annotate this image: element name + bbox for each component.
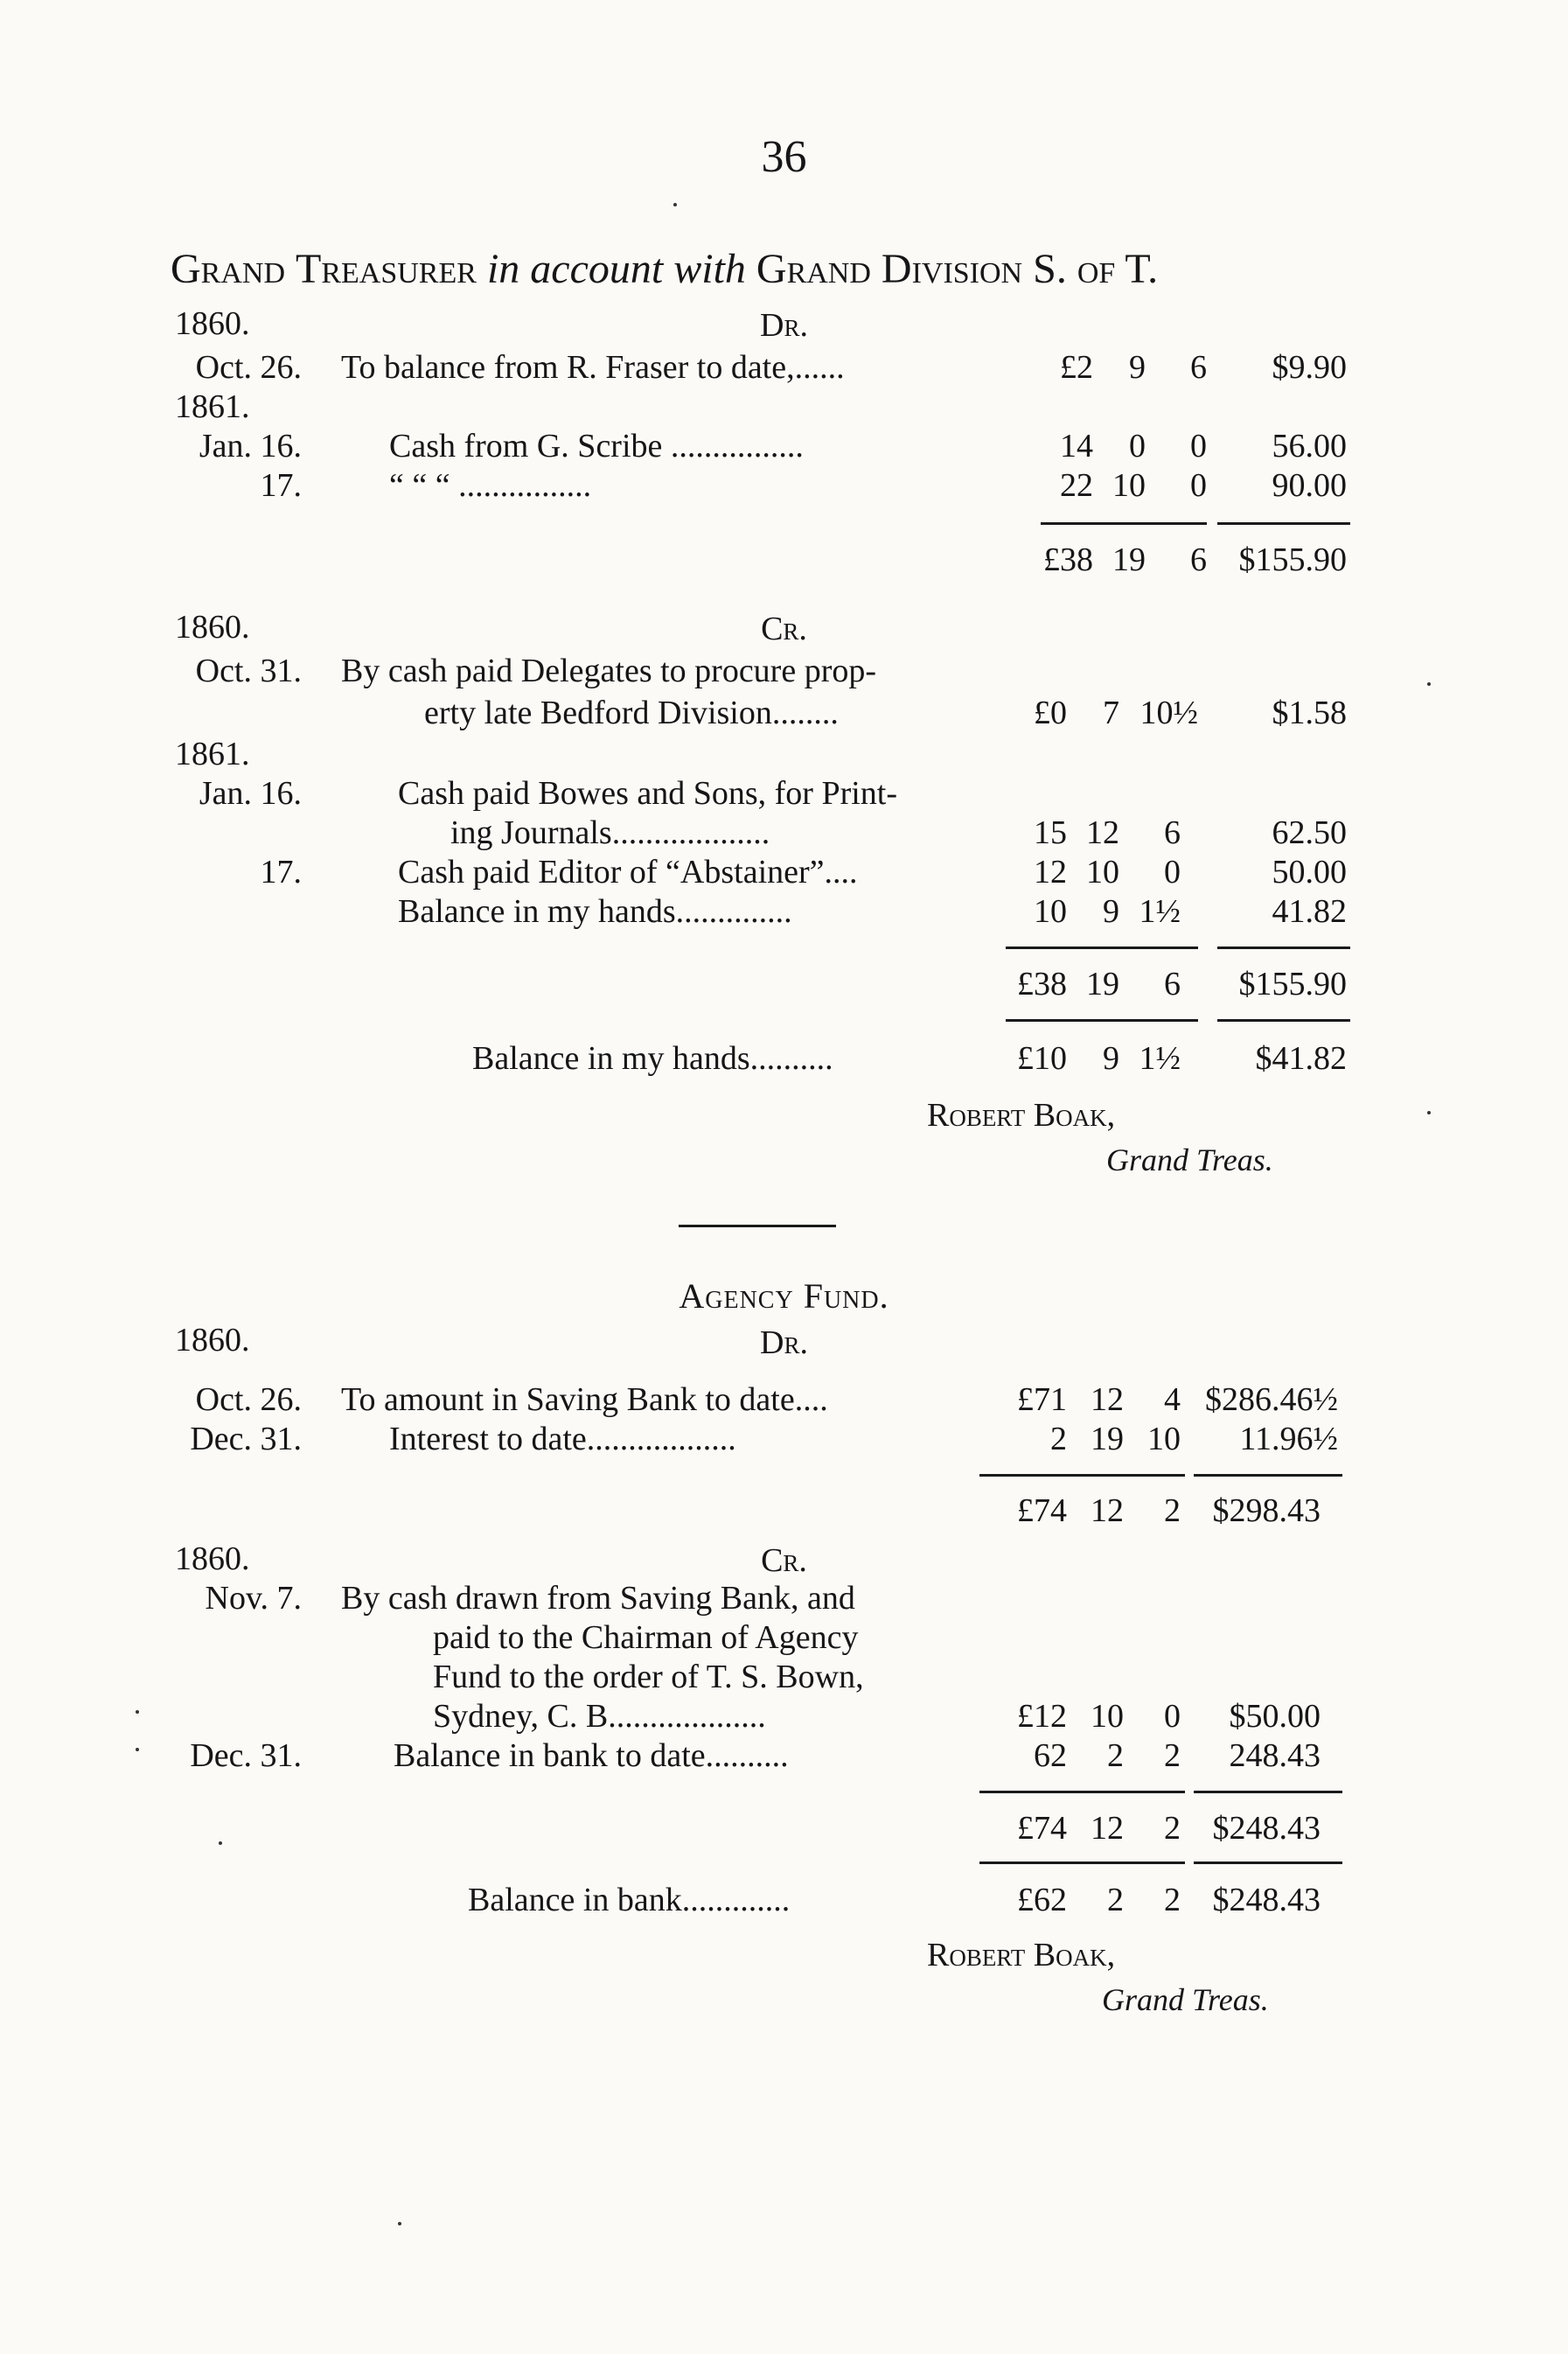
amount-dollars: 248.43 bbox=[1229, 1737, 1321, 1774]
heading-s-of-t: S. of T. bbox=[1033, 246, 1159, 292]
sum-rule bbox=[979, 1862, 1185, 1864]
total-pounds: £74 bbox=[1017, 1492, 1067, 1529]
entry-description-cont: Fund to the order of T. S. Bown, bbox=[433, 1659, 864, 1695]
amount-pounds: £12 bbox=[1017, 1698, 1067, 1735]
total-pounds: £38 bbox=[1043, 541, 1093, 578]
debit-label: Dr. bbox=[760, 307, 808, 344]
balance-pounds: £10 bbox=[1017, 1040, 1067, 1077]
signature-title: Grand Treas. bbox=[1106, 1142, 1273, 1177]
year-label: 1860. bbox=[175, 305, 250, 342]
amount-pounds: 62 bbox=[1034, 1737, 1067, 1774]
balance-dollars: $248.43 bbox=[1212, 1882, 1321, 1918]
total-dollars: $155.90 bbox=[1238, 541, 1347, 578]
heading-treasurer: Treasurer bbox=[296, 246, 477, 292]
year-label: 1860. bbox=[175, 1322, 250, 1359]
total-shillings: 12 bbox=[1091, 1492, 1124, 1529]
amount-dollars: $1.58 bbox=[1272, 695, 1347, 731]
year-label: 1860. bbox=[175, 1540, 250, 1577]
sum-rule bbox=[1217, 522, 1350, 525]
amount-dollars: $286.46½ bbox=[1205, 1381, 1338, 1418]
amount-dollars: $9.90 bbox=[1272, 349, 1347, 386]
sum-rule bbox=[1041, 522, 1207, 525]
amount-pence: 0 bbox=[1190, 428, 1207, 465]
year-label: 1861. bbox=[175, 736, 250, 772]
entry-date: Oct. 31. bbox=[195, 653, 302, 689]
sum-rule bbox=[1194, 1791, 1342, 1793]
total-pence: 6 bbox=[1190, 541, 1207, 578]
year-label: 1860. bbox=[175, 609, 250, 646]
amount-pence: 1½ bbox=[1139, 893, 1181, 930]
total-shillings: 19 bbox=[1112, 541, 1146, 578]
year-label: 1861. bbox=[175, 388, 250, 425]
amount-shillings: 9 bbox=[1129, 349, 1146, 386]
section-title: Agency Fund. bbox=[679, 1276, 889, 1316]
sum-rule bbox=[979, 1474, 1185, 1477]
print-speck bbox=[398, 2222, 401, 2225]
entry-description-cont: erty late Bedford Division........ bbox=[424, 695, 839, 731]
entry-description-cont: ing Journals................... bbox=[450, 814, 770, 851]
amount-dollars: 56.00 bbox=[1272, 428, 1347, 465]
signature-name: Robert Boak, bbox=[927, 1937, 1116, 1973]
sum-rule bbox=[1217, 1019, 1350, 1022]
entry-description: “ “ “ ................ bbox=[389, 467, 592, 504]
print-speck bbox=[673, 203, 677, 206]
total-shillings: 12 bbox=[1091, 1810, 1124, 1847]
amount-pounds: 12 bbox=[1034, 854, 1067, 891]
amount-shillings: 2 bbox=[1107, 1737, 1124, 1774]
amount-shillings: 19 bbox=[1091, 1421, 1124, 1457]
credit-label: Cr. bbox=[761, 1542, 807, 1579]
entry-description: By cash drawn from Saving Bank, and bbox=[341, 1580, 855, 1617]
amount-pounds: £2 bbox=[1060, 349, 1093, 386]
debit-label: Dr. bbox=[760, 1324, 808, 1361]
amount-shillings: 9 bbox=[1103, 893, 1119, 930]
entry-date: 17. bbox=[260, 467, 302, 504]
amount-pence: 2 bbox=[1164, 1737, 1181, 1774]
sum-rule bbox=[1194, 1474, 1342, 1477]
amount-dollars: 41.82 bbox=[1272, 893, 1347, 930]
amount-pence: 6 bbox=[1164, 814, 1181, 851]
amount-pounds: 15 bbox=[1034, 814, 1067, 851]
total-pence: 2 bbox=[1164, 1810, 1181, 1847]
entry-date: Nov. 7. bbox=[205, 1580, 302, 1617]
amount-pounds: 14 bbox=[1060, 428, 1093, 465]
entry-date: Dec. 31. bbox=[190, 1421, 302, 1457]
amount-pence: 4 bbox=[1164, 1381, 1181, 1418]
amount-dollars: 11.96½ bbox=[1239, 1421, 1338, 1457]
entry-date: Jan. 16. bbox=[199, 775, 302, 812]
amount-pounds: £71 bbox=[1017, 1381, 1067, 1418]
entry-description-cont: paid to the Chairman of Agency bbox=[433, 1619, 859, 1656]
amount-dollars: 50.00 bbox=[1272, 854, 1347, 891]
amount-pounds: 22 bbox=[1060, 467, 1093, 504]
amount-pounds: 2 bbox=[1050, 1421, 1067, 1457]
entry-description: To balance from R. Fraser to date,...... bbox=[341, 349, 845, 386]
amount-pence: 10 bbox=[1147, 1421, 1181, 1457]
total-pence: 6 bbox=[1164, 966, 1181, 1002]
amount-pounds: £0 bbox=[1034, 695, 1067, 731]
balance-shillings: 2 bbox=[1107, 1882, 1124, 1918]
heading-grand: Grand bbox=[171, 246, 286, 292]
amount-shillings: 12 bbox=[1091, 1381, 1124, 1418]
balance-dollars: $41.82 bbox=[1255, 1040, 1347, 1077]
amount-pence: 0 bbox=[1164, 854, 1181, 891]
total-dollars: $298.43 bbox=[1212, 1492, 1321, 1529]
entry-description: Balance in my hands.............. bbox=[398, 893, 792, 930]
amount-shillings: 10 bbox=[1091, 1698, 1124, 1735]
sum-rule bbox=[1217, 946, 1350, 949]
total-dollars: $248.43 bbox=[1212, 1810, 1321, 1847]
balance-pence: 2 bbox=[1164, 1882, 1181, 1918]
amount-pence: 0 bbox=[1190, 467, 1207, 504]
entry-description: By cash paid Delegates to procure prop- bbox=[341, 653, 877, 689]
sum-rule bbox=[1006, 946, 1198, 949]
total-dollars: $155.90 bbox=[1238, 966, 1347, 1002]
section-divider bbox=[679, 1225, 836, 1227]
credit-label: Cr. bbox=[761, 611, 807, 647]
balance-shillings: 9 bbox=[1103, 1040, 1119, 1077]
amount-shillings: 10 bbox=[1112, 467, 1146, 504]
amount-pence: 6 bbox=[1190, 349, 1207, 386]
entry-date: Oct. 26. bbox=[195, 349, 302, 386]
entry-description: To amount in Saving Bank to date.... bbox=[341, 1381, 828, 1418]
entry-description: Balance in bank to date.......... bbox=[394, 1737, 789, 1774]
amount-pence: 0 bbox=[1164, 1698, 1181, 1735]
amount-dollars: $50.00 bbox=[1229, 1698, 1321, 1735]
sum-rule bbox=[1194, 1862, 1342, 1864]
amount-shillings: 10 bbox=[1086, 854, 1119, 891]
entry-description: Interest to date.................. bbox=[389, 1421, 736, 1457]
entry-description-cont: Sydney, C. B................... bbox=[433, 1698, 766, 1735]
entry-description: Cash from G. Scribe ................ bbox=[389, 428, 804, 465]
amount-shillings: 12 bbox=[1086, 814, 1119, 851]
total-pounds: £38 bbox=[1017, 966, 1067, 1002]
entry-date: Dec. 31. bbox=[190, 1737, 302, 1774]
account-heading bbox=[171, 245, 1158, 293]
amount-dollars: 90.00 bbox=[1272, 467, 1347, 504]
entry-date: Oct. 26. bbox=[195, 1381, 302, 1418]
sum-rule bbox=[1006, 1019, 1198, 1022]
balance-description: Balance in my hands.......... bbox=[472, 1040, 833, 1077]
entry-description: Cash paid Bowes and Sons, for Print- bbox=[398, 775, 898, 812]
signature-name: Robert Boak, bbox=[927, 1097, 1116, 1134]
print-speck bbox=[219, 1841, 222, 1845]
total-pence: 2 bbox=[1164, 1492, 1181, 1529]
balance-pounds: £62 bbox=[1017, 1882, 1067, 1918]
print-speck bbox=[1427, 1111, 1431, 1114]
entry-description: Cash paid Editor of “Abstainer”.... bbox=[398, 854, 858, 891]
print-speck bbox=[136, 1748, 139, 1751]
total-shillings: 19 bbox=[1086, 966, 1119, 1002]
entry-date: Jan. 16. bbox=[199, 428, 302, 465]
amount-shillings: 0 bbox=[1129, 428, 1146, 465]
entry-date: 17. bbox=[260, 854, 302, 891]
balance-description: Balance in bank............. bbox=[468, 1882, 791, 1918]
amount-shillings: 7 bbox=[1103, 695, 1119, 731]
heading-in-account-with: in account with bbox=[486, 246, 746, 292]
total-pounds: £74 bbox=[1017, 1810, 1067, 1847]
amount-dollars: 62.50 bbox=[1272, 814, 1347, 851]
amount-pounds: 10 bbox=[1034, 893, 1067, 930]
heading-grand-division: Grand Division bbox=[756, 246, 1023, 292]
signature-title: Grand Treas. bbox=[1102, 1982, 1269, 2017]
balance-pence: 1½ bbox=[1139, 1040, 1181, 1077]
page-number: 36 bbox=[761, 132, 807, 182]
print-speck bbox=[136, 1710, 139, 1714]
sum-rule bbox=[979, 1791, 1185, 1793]
amount-pence: 10½ bbox=[1139, 695, 1198, 731]
print-speck bbox=[1427, 682, 1431, 686]
